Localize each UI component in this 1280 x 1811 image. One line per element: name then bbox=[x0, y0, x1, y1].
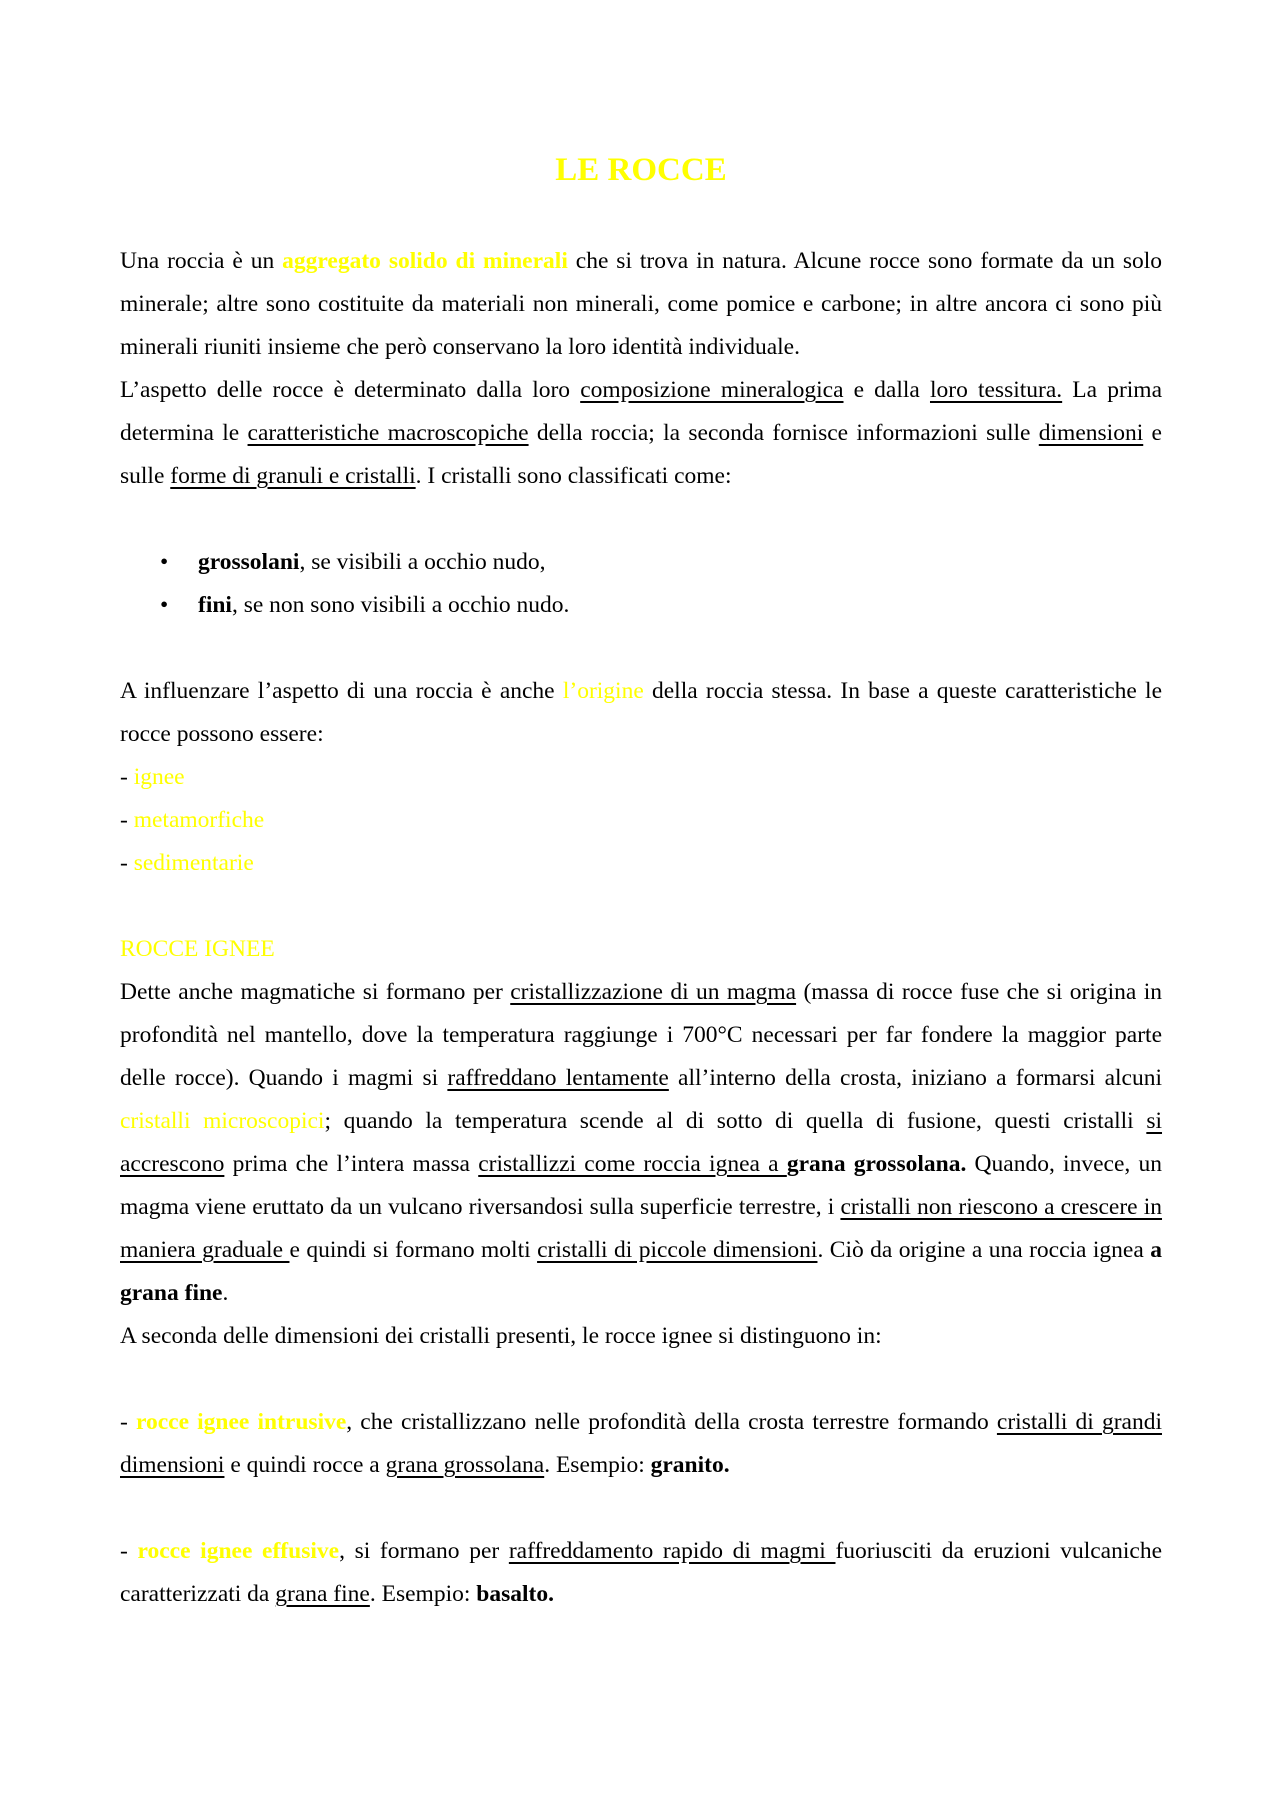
dash: - bbox=[120, 764, 134, 790]
text-run: della roccia; la seconda fornisce informazioni sulle bbox=[528, 420, 1039, 446]
underlined-term: cristallizzazione di un magma bbox=[510, 979, 797, 1005]
underlined-term: grana grossolana bbox=[385, 1452, 545, 1478]
text-run: A influenzare l’aspetto di una roccia è anche bbox=[120, 678, 563, 704]
highlight-term: rocce ignee intrusive bbox=[135, 1409, 347, 1435]
bold-term: fini bbox=[198, 592, 232, 618]
bold-term: a grana fine bbox=[120, 1237, 1162, 1306]
text-run: della roccia stessa. In base a queste caratteristiche le rocce possono essere: bbox=[120, 678, 1163, 747]
rock-type-label: ignee bbox=[133, 764, 185, 790]
rock-type-item bbox=[120, 799, 1162, 842]
text-run: e sulle bbox=[120, 420, 1162, 489]
text-run: . Esempio: bbox=[544, 1452, 651, 1478]
text-run: , se visibili a occhio nudo, bbox=[299, 549, 546, 575]
text-run: , si formano per bbox=[339, 1538, 509, 1564]
igneous-paragraph bbox=[120, 971, 1162, 1315]
dash: - bbox=[120, 1409, 136, 1435]
list-item bbox=[160, 584, 1162, 627]
text-run: all’interno della crosta, iniziano a formarsi alcuni bbox=[668, 1065, 1162, 1091]
text-run: . I cristalli sono classificati come: bbox=[415, 463, 732, 489]
rock-type-label: metamorfiche bbox=[133, 807, 265, 833]
underlined-term: raffreddamento rapido di magmi bbox=[508, 1538, 836, 1564]
text-run: . Ciò da origine a una roccia ignea bbox=[817, 1237, 1151, 1263]
text-run: , che cristallizzano nelle profondità della crosta terrestre formando bbox=[346, 1409, 997, 1435]
text-run: . Esempio: bbox=[369, 1581, 477, 1607]
text-run: ; quando la temperatura scende al di sotto di quella di fusione, questi cristalli bbox=[324, 1108, 1147, 1134]
section-heading-igneous: ROCCE IGNEE bbox=[120, 936, 275, 962]
spacer bbox=[120, 498, 1162, 541]
underlined-term: cristallizzi come roccia ignea a bbox=[478, 1151, 787, 1177]
igneous-classification-line: A seconda delle dimensioni dei cristalli presenti, le rocce ignee si distinguono in: bbox=[120, 1323, 882, 1349]
bullet-icon: • bbox=[160, 592, 169, 618]
page-title: LE ROCCE bbox=[555, 152, 727, 188]
bullet-icon: • bbox=[160, 549, 169, 575]
underlined-term: cristalli di grandi dimensioni bbox=[120, 1409, 1162, 1478]
rock-type-item bbox=[120, 842, 1162, 885]
underlined-term: raffreddano lentamente bbox=[447, 1065, 669, 1091]
dash: - bbox=[120, 1538, 138, 1564]
intrusive-paragraph bbox=[120, 1401, 1162, 1487]
underlined-term: forme di granuli e cristalli bbox=[170, 463, 416, 489]
text-run: e quindi rocce a bbox=[224, 1452, 386, 1478]
spacer bbox=[120, 1358, 1162, 1401]
aspect-paragraph bbox=[120, 369, 1162, 498]
underlined-term: loro tessitura. bbox=[929, 377, 1063, 403]
bold-term: granito. bbox=[650, 1452, 730, 1478]
spacer bbox=[120, 885, 1162, 928]
underlined-term: caratteristiche macroscopiche bbox=[247, 420, 529, 446]
highlight-term: aggregato solido di minerali bbox=[282, 248, 568, 274]
text-run: e quindi si formano molti bbox=[289, 1237, 538, 1263]
bold-term: grossolani bbox=[198, 549, 300, 575]
text-run: La prima determina le bbox=[120, 377, 1163, 446]
text-run: (massa di rocce fuse che si origina in profondità nel mantello, dove la temperatura raggiunge i 700°C necessari per far fondere la maggior parte delle rocce). Quando i magmi si bbox=[120, 979, 1163, 1091]
underlined-term: dimensioni bbox=[1038, 420, 1144, 446]
underlined-term: si accrescono bbox=[120, 1108, 1163, 1177]
text-run: Dette anche magmatiche si formano per bbox=[120, 979, 511, 1005]
text-run: Quando, invece, un magma viene eruttato da un vulcano riversandosi sulla superficie terrestre, i bbox=[120, 1151, 1162, 1220]
effusive-paragraph bbox=[120, 1530, 1162, 1616]
underlined-term: cristalli non riescono a crescere in maniera graduale bbox=[120, 1194, 1163, 1263]
spacer bbox=[120, 1487, 1162, 1530]
text-run: che si trova in natura. Alcune rocce sono formate da un solo minerale; altre sono costituite da materiali non minerali, come pomice e carbone; in altre ancora ci sono più minerali riuniti insieme che però conservano la loro identità individuale. bbox=[120, 248, 1162, 360]
highlight-term: rocce ignee effusive bbox=[137, 1538, 340, 1564]
underlined-term: cristalli di piccole dimensioni bbox=[537, 1237, 818, 1263]
highlight-term: l’origine bbox=[562, 678, 644, 704]
text-run: e dalla bbox=[843, 377, 930, 403]
highlight-term: cristalli microscopici bbox=[120, 1108, 325, 1134]
text-run: , se non sono visibili a occhio nudo. bbox=[231, 592, 570, 618]
underlined-term: composizione mineralogica bbox=[580, 377, 844, 403]
rock-type-label: sedimentarie bbox=[133, 850, 254, 876]
dash: - bbox=[120, 850, 134, 876]
text-run: fuoriusciti da eruzioni vulcaniche caratterizzati da bbox=[120, 1538, 1162, 1607]
text-run: Una roccia è un bbox=[120, 248, 283, 274]
text-run: . bbox=[222, 1280, 229, 1306]
spacer bbox=[120, 627, 1162, 670]
origin-paragraph bbox=[120, 670, 1162, 756]
text-run: L’aspetto delle rocce è determinato dalla loro bbox=[120, 377, 581, 403]
document-body bbox=[120, 240, 1162, 1616]
crystal-size-list bbox=[120, 541, 1162, 627]
bold-term: grana grossolana. bbox=[786, 1151, 967, 1177]
rock-type-item bbox=[120, 756, 1162, 799]
dash: - bbox=[120, 807, 134, 833]
underlined-term: grana fine bbox=[275, 1581, 370, 1607]
bold-term: basalto. bbox=[476, 1581, 554, 1607]
intro-paragraph bbox=[120, 240, 1162, 369]
text-run: prima che l’intera massa bbox=[224, 1151, 479, 1177]
list-item bbox=[160, 541, 1162, 584]
